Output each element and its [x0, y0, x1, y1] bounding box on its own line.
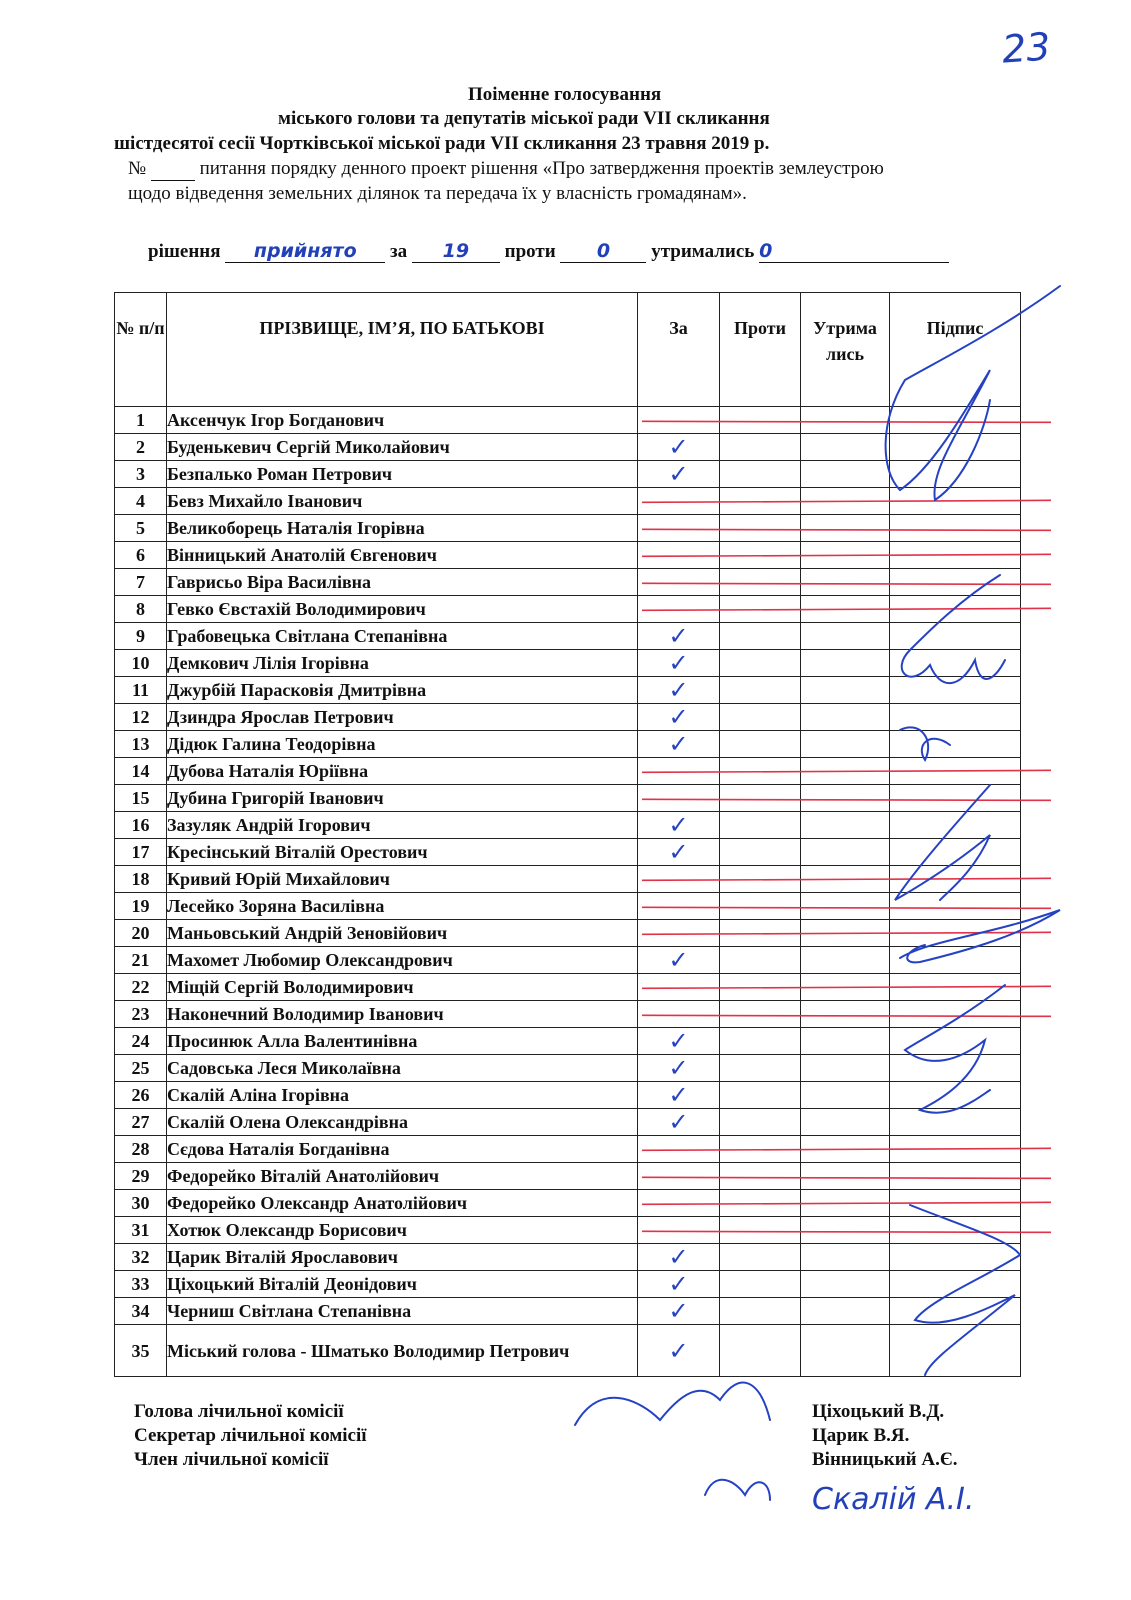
signature-cell [890, 947, 1021, 974]
signature-cell [890, 461, 1021, 488]
table-row [115, 1244, 1021, 1271]
deputy-name: Маньовський Андрій Зеновійович [167, 920, 638, 947]
signature-cell [890, 731, 1021, 758]
decision-line [148, 240, 949, 263]
name-member: Вінницький А.Є. [812, 1449, 958, 1470]
vote-against-cell [720, 1082, 801, 1109]
row-number: 35 [115, 1325, 167, 1377]
vote-for-mark [638, 920, 720, 947]
role-secretary: Секретар лічильної комісії [134, 1425, 367, 1446]
vote-for-mark: ✓ [638, 1082, 720, 1109]
vote-for-mark: ✓ [638, 947, 720, 974]
vote-abstain-cell [801, 542, 890, 569]
table-row [115, 1082, 1021, 1109]
deputy-name: Буденькевич Сергій Миколайович [167, 434, 638, 461]
row-number: 28 [115, 1136, 167, 1163]
deputy-name: Черниш Світлана Степанівна [167, 1298, 638, 1325]
vote-table-body [115, 407, 1021, 1377]
deputy-name: Бевз Михайло Іванович [167, 488, 638, 515]
signature-cell [890, 1136, 1021, 1163]
deputy-name: Кривий Юрій Михайлович [167, 866, 638, 893]
deputy-name: Міщій Сергій Володимирович [167, 974, 638, 1001]
row-number: 14 [115, 758, 167, 785]
vote-for-mark [638, 1136, 720, 1163]
row-number: 2 [115, 434, 167, 461]
vote-abstain-cell [801, 1109, 890, 1136]
vote-abstain-cell [801, 839, 890, 866]
vote-against-cell [720, 623, 801, 650]
deputy-name: Аксенчук Ігор Богданович [167, 407, 638, 434]
col-for-header: За [638, 293, 720, 407]
vote-for-mark [638, 515, 720, 542]
vote-abstain-cell [801, 596, 890, 623]
vote-for-mark: ✓ [638, 1055, 720, 1082]
vote-against-cell [720, 407, 801, 434]
vote-for-mark: ✓ [638, 704, 720, 731]
vote-abstain-cell [801, 1028, 890, 1055]
table-header-row [115, 293, 1021, 407]
signature-cell [890, 758, 1021, 785]
signature-cell [890, 920, 1021, 947]
signature-cell [890, 974, 1021, 1001]
vote-abstain-cell [801, 461, 890, 488]
table-row [115, 1325, 1021, 1377]
vote-abstain-cell [801, 758, 890, 785]
signature-cell [890, 893, 1021, 920]
signature-cell [890, 677, 1021, 704]
signature-cell [890, 1271, 1021, 1298]
vote-against-cell [720, 839, 801, 866]
signature-cell [890, 839, 1021, 866]
vote-against-cell [720, 974, 801, 1001]
vote-against-cell [720, 1244, 801, 1271]
col-abstain-header: Утримались [801, 293, 890, 407]
header-subtitle: міського голови та депутатів міської ради VII скликання [278, 108, 770, 129]
row-number: 9 [115, 623, 167, 650]
vote-abstain-cell [801, 1325, 890, 1377]
agenda-line-2: щодо відведення земельних ділянок та передача їх у власність громадянам». [128, 183, 747, 204]
table-row [115, 677, 1021, 704]
vote-against-cell [720, 650, 801, 677]
vote-against-cell [720, 1028, 801, 1055]
vote-abstain-cell [801, 677, 890, 704]
row-number: 26 [115, 1082, 167, 1109]
vote-against-cell [720, 1136, 801, 1163]
vote-against-cell [720, 434, 801, 461]
row-number: 32 [115, 1244, 167, 1271]
table-row [115, 623, 1021, 650]
table-row [115, 1001, 1021, 1028]
deputy-name: Грабовецька Світлана Степанівна [167, 623, 638, 650]
signature-cell [890, 1244, 1021, 1271]
decision-value: прийнято [225, 240, 385, 263]
deputy-name: Скалій Аліна Ігорівна [167, 1082, 638, 1109]
vote-against-cell [720, 1190, 801, 1217]
agenda-number-blank [151, 158, 195, 181]
vote-against-cell [720, 488, 801, 515]
row-number: 23 [115, 1001, 167, 1028]
table-row [115, 812, 1021, 839]
signature-cell [890, 596, 1021, 623]
vote-against-cell [720, 596, 801, 623]
deputy-name: Федорейко Віталій Анатолійович [167, 1163, 638, 1190]
vote-against-cell [720, 677, 801, 704]
vote-against-cell [720, 947, 801, 974]
signature-cell [890, 866, 1021, 893]
vote-abstain-cell [801, 893, 890, 920]
vote-abstain-cell [801, 785, 890, 812]
deputy-name: Дідюк Галина Теодорівна [167, 731, 638, 758]
table-row [115, 515, 1021, 542]
table-row [115, 947, 1021, 974]
vote-for-mark [638, 1163, 720, 1190]
row-number: 4 [115, 488, 167, 515]
vote-for-mark: ✓ [638, 839, 720, 866]
table-row [115, 893, 1021, 920]
deputy-name: Кресінський Віталій Орестович [167, 839, 638, 866]
deputy-name: Зазуляк Андрій Ігорович [167, 812, 638, 839]
vote-for-mark [638, 785, 720, 812]
abstain-count: 0 [759, 240, 949, 263]
deputy-name: Дзиндра Ярослав Петрович [167, 704, 638, 731]
row-number: 22 [115, 974, 167, 1001]
vote-against-cell [720, 920, 801, 947]
handwritten-member-name: Скалій А.І. [812, 1482, 975, 1517]
vote-for-mark [638, 758, 720, 785]
row-number: 3 [115, 461, 167, 488]
against-count: 0 [560, 240, 646, 263]
commission-roles [134, 1400, 367, 1472]
vote-for-mark [638, 407, 720, 434]
row-number: 31 [115, 1217, 167, 1244]
col-name-header: ПРІЗВИЩЕ, ІМ’Я, ПО БАТЬКОВІ [167, 293, 638, 407]
agenda-number-label: № [128, 158, 147, 179]
vote-table [114, 292, 1021, 1377]
vote-abstain-cell [801, 1055, 890, 1082]
table-row [115, 434, 1021, 461]
signature-cell [890, 1109, 1021, 1136]
deputy-name: Демкович Лілія Ігорівна [167, 650, 638, 677]
role-chair: Голова лічильної комісії [134, 1401, 344, 1422]
deputy-name: Ціхоцький Віталій Деонідович [167, 1271, 638, 1298]
table-row [115, 920, 1021, 947]
vote-abstain-cell [801, 488, 890, 515]
vote-for-mark [638, 893, 720, 920]
table-row [115, 650, 1021, 677]
signature-cell [890, 1298, 1021, 1325]
vote-abstain-cell [801, 974, 890, 1001]
vote-against-cell [720, 1109, 801, 1136]
vote-abstain-cell [801, 623, 890, 650]
vote-against-cell [720, 731, 801, 758]
vote-for-mark [638, 569, 720, 596]
vote-abstain-cell [801, 866, 890, 893]
row-number: 17 [115, 839, 167, 866]
table-row [115, 1298, 1021, 1325]
table-row [115, 1271, 1021, 1298]
vote-for-mark: ✓ [638, 650, 720, 677]
vote-for-mark [638, 596, 720, 623]
signature-cell [890, 542, 1021, 569]
vote-against-cell [720, 1001, 801, 1028]
row-number: 29 [115, 1163, 167, 1190]
vote-for-mark [638, 866, 720, 893]
row-number: 21 [115, 947, 167, 974]
deputy-name: Гевко Євстахій Володимирович [167, 596, 638, 623]
vote-abstain-cell [801, 731, 890, 758]
row-number: 1 [115, 407, 167, 434]
session-line: шістдесятої сесії Чортківської міської ради VII скликання 23 травня 2019 р. [114, 133, 770, 154]
vote-against-cell [720, 866, 801, 893]
role-member: Член лічильної комісії [134, 1449, 329, 1470]
deputy-name: Великоборець Наталія Ігорівна [167, 515, 638, 542]
agenda-text: питання порядку денного проект рішення «Про затвердження проектів землеустрою [199, 158, 884, 179]
table-row [115, 407, 1021, 434]
row-number: 12 [115, 704, 167, 731]
vote-for-mark: ✓ [638, 461, 720, 488]
vote-abstain-cell [801, 920, 890, 947]
row-number: 8 [115, 596, 167, 623]
deputy-name: Дубова Наталія Юріївна [167, 758, 638, 785]
decision-label: рішення [148, 241, 221, 262]
name-secretary: Царик В.Я. [812, 1425, 910, 1446]
deputy-name: Сєдова Наталія Богданівна [167, 1136, 638, 1163]
row-number: 15 [115, 785, 167, 812]
vote-for-mark: ✓ [638, 731, 720, 758]
vote-against-cell [720, 893, 801, 920]
table-row [115, 1163, 1021, 1190]
vote-against-cell [720, 1163, 801, 1190]
table-row [115, 785, 1021, 812]
vote-against-cell [720, 1271, 801, 1298]
row-number: 6 [115, 542, 167, 569]
vote-abstain-cell [801, 515, 890, 542]
vote-abstain-cell [801, 569, 890, 596]
row-number: 5 [115, 515, 167, 542]
signature-cell [890, 569, 1021, 596]
vote-for-mark: ✓ [638, 1109, 720, 1136]
vote-abstain-cell [801, 407, 890, 434]
table-row [115, 596, 1021, 623]
deputy-name: Хотюк Олександр Борисович [167, 1217, 638, 1244]
signature-cell [890, 1001, 1021, 1028]
vote-against-cell [720, 569, 801, 596]
vote-for-mark: ✓ [638, 1244, 720, 1271]
deputy-name: Безпалько Роман Петрович [167, 461, 638, 488]
vote-against-cell [720, 758, 801, 785]
deputy-name: Садовська Леся Миколаївна [167, 1055, 638, 1082]
vote-abstain-cell [801, 1082, 890, 1109]
table-row [115, 704, 1021, 731]
vote-for-mark [638, 542, 720, 569]
vote-for-mark: ✓ [638, 1298, 720, 1325]
row-number: 7 [115, 569, 167, 596]
row-number: 27 [115, 1109, 167, 1136]
signature-cell [890, 434, 1021, 461]
table-row [115, 731, 1021, 758]
deputy-name: Наконечний Володимир Іванович [167, 1001, 638, 1028]
row-number: 25 [115, 1055, 167, 1082]
signature-cell [890, 515, 1021, 542]
signature-cell [890, 785, 1021, 812]
vote-abstain-cell [801, 1136, 890, 1163]
signature-cell [890, 1217, 1021, 1244]
vote-abstain-cell [801, 434, 890, 461]
table-row [115, 542, 1021, 569]
vote-abstain-cell [801, 704, 890, 731]
vote-against-cell [720, 1217, 801, 1244]
deputy-name: Гаврисьо Віра Василівна [167, 569, 638, 596]
deputy-name: Лесейко Зоряна Василівна [167, 893, 638, 920]
deputy-name: Скалій Олена Олександрівна [167, 1109, 638, 1136]
vote-for-mark: ✓ [638, 623, 720, 650]
signature-cell [890, 1055, 1021, 1082]
row-number: 13 [115, 731, 167, 758]
table-row [115, 1217, 1021, 1244]
vote-abstain-cell [801, 812, 890, 839]
signature-cell [890, 623, 1021, 650]
row-number: 33 [115, 1271, 167, 1298]
deputy-name: Міський голова - Шматько Володимир Петрович [167, 1325, 638, 1377]
deputy-name: Джурбій Парасковія Дмитрівна [167, 677, 638, 704]
table-row [115, 569, 1021, 596]
row-number: 19 [115, 893, 167, 920]
vote-abstain-cell [801, 1244, 890, 1271]
table-row [115, 1136, 1021, 1163]
vote-against-cell [720, 704, 801, 731]
vote-abstain-cell [801, 1163, 890, 1190]
for-label: за [390, 241, 408, 262]
deputy-name: Федорейко Олександр Анатолійович [167, 1190, 638, 1217]
vote-against-cell [720, 785, 801, 812]
signature-cell [890, 1190, 1021, 1217]
vote-abstain-cell [801, 1298, 890, 1325]
col-signature-header: Підпис [890, 293, 1021, 407]
signature-cell [890, 1028, 1021, 1055]
row-number: 18 [115, 866, 167, 893]
vote-for-mark: ✓ [638, 677, 720, 704]
abstain-label: утримались [651, 241, 755, 262]
vote-for-mark [638, 488, 720, 515]
against-label: проти [504, 241, 556, 262]
agenda-line [128, 158, 884, 181]
signature-cell [890, 1325, 1021, 1377]
vote-abstain-cell [801, 1271, 890, 1298]
vote-against-cell [720, 1055, 801, 1082]
signature-cell [890, 704, 1021, 731]
row-number: 20 [115, 920, 167, 947]
vote-abstain-cell [801, 1001, 890, 1028]
signature-cell [890, 650, 1021, 677]
vote-for-mark: ✓ [638, 1271, 720, 1298]
vote-against-cell [720, 812, 801, 839]
table-row [115, 1109, 1021, 1136]
signature-cell [890, 1082, 1021, 1109]
row-number: 30 [115, 1190, 167, 1217]
vote-abstain-cell [801, 650, 890, 677]
table-row [115, 1028, 1021, 1055]
vote-against-cell [720, 515, 801, 542]
vote-for-mark: ✓ [638, 1325, 720, 1377]
table-row [115, 461, 1021, 488]
vote-against-cell [720, 542, 801, 569]
deputy-name: Махомет Любомир Олександрович [167, 947, 638, 974]
signature-cell [890, 488, 1021, 515]
page-number: 23 [1000, 24, 1052, 72]
table-row [115, 866, 1021, 893]
col-num-header: № п/п [115, 293, 167, 407]
vote-for-mark: ✓ [638, 812, 720, 839]
vote-abstain-cell [801, 947, 890, 974]
vote-abstain-cell [801, 1217, 890, 1244]
deputy-name: Просинюк Алла Валентинівна [167, 1028, 638, 1055]
deputy-name: Царик Віталій Ярославович [167, 1244, 638, 1271]
commission-names [812, 1400, 958, 1472]
for-count: 19 [412, 240, 500, 263]
deputy-name: Вінницький Анатолій Євгенович [167, 542, 638, 569]
table-row [115, 488, 1021, 515]
signature-cell [890, 1163, 1021, 1190]
table-row [115, 839, 1021, 866]
deputy-name: Дубина Григорій Іванович [167, 785, 638, 812]
row-number: 11 [115, 677, 167, 704]
signature-cell [890, 407, 1021, 434]
row-number: 10 [115, 650, 167, 677]
table-row [115, 1190, 1021, 1217]
row-number: 34 [115, 1298, 167, 1325]
vote-for-mark [638, 1001, 720, 1028]
signature-footer-1 [575, 1383, 770, 1425]
vote-for-mark [638, 1217, 720, 1244]
name-chair: Ціхоцький В.Д. [812, 1401, 945, 1422]
vote-for-mark: ✓ [638, 434, 720, 461]
vote-for-mark: ✓ [638, 1028, 720, 1055]
table-row [115, 974, 1021, 1001]
signature-cell [890, 812, 1021, 839]
table-row [115, 758, 1021, 785]
row-number: 24 [115, 1028, 167, 1055]
vote-for-mark [638, 1190, 720, 1217]
vote-against-cell [720, 1298, 801, 1325]
row-number: 16 [115, 812, 167, 839]
vote-abstain-cell [801, 1190, 890, 1217]
col-against-header: Проти [720, 293, 801, 407]
signature-footer-2 [705, 1480, 770, 1500]
document-title: Поіменне голосування [468, 84, 662, 105]
vote-against-cell [720, 1325, 801, 1377]
vote-for-mark [638, 974, 720, 1001]
vote-against-cell [720, 461, 801, 488]
table-row [115, 1055, 1021, 1082]
